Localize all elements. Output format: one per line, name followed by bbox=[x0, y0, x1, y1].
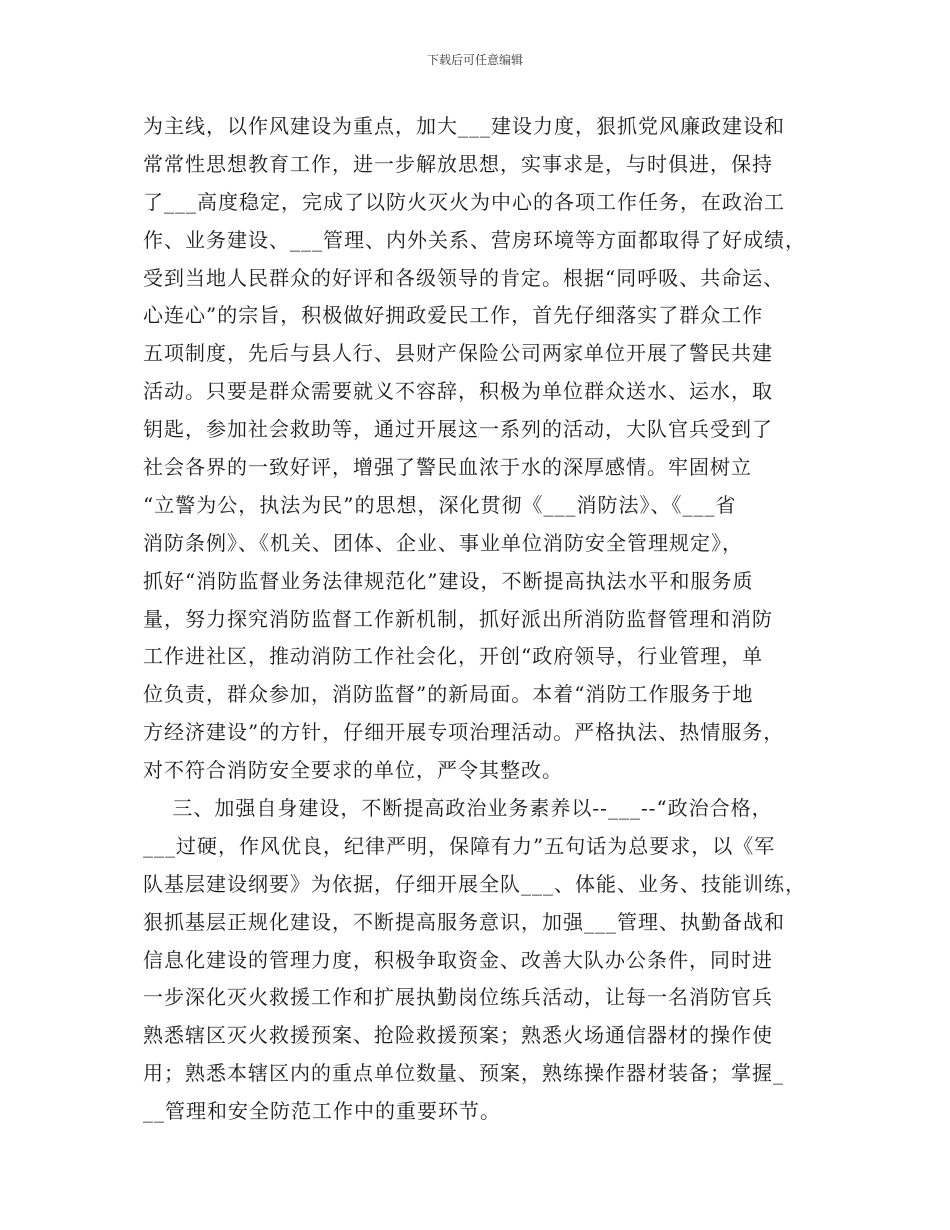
text-line: 队基层建设纲要》为依据，仔细开展全队___、体能、业务、技能训练， bbox=[143, 871, 806, 896]
text-line: 心连心”的宗旨，积极做好拥政爱民工作，首先仔细落实了群众工作 bbox=[143, 303, 764, 328]
text-line: 狠抓基层正规化建设，不断提高服务意识，加强___管理、执勤备战和 bbox=[143, 909, 785, 934]
text-line: “立警为公，执法为民”的思想，深化贯彻《___消防法》、《___省 bbox=[143, 492, 737, 517]
text-line: 社会各界的一致好评，增强了警民血浓于水的深厚感情。牢固树立 bbox=[143, 455, 752, 480]
text-line: 常常性思想教育工作，进一步解放思想，实事求是，与时俱进，保持 bbox=[143, 151, 773, 176]
text-line: 作、业务建设、___管理、内外关系、营房环境等方面都取得了好成绩， bbox=[143, 227, 806, 252]
text-line: 熟悉辖区灭火救援预案、抢险救援预案；熟悉火场通信器材的操作使 bbox=[143, 1023, 773, 1048]
text-line: 抓好“消防监督业务法律规范化”建设，不断提高执法水平和服务质 bbox=[143, 568, 754, 593]
text-line: ___过硬，作风优良，纪律严明，保障有力”五句话为总要求，以《军 bbox=[143, 833, 776, 858]
text-line: 对不符合消防安全要求的单位，严令其整改。 bbox=[143, 758, 563, 783]
text-line: 活动。只要是群众需要就义不容辞，积极为单位群众送水、运水，取 bbox=[143, 379, 773, 404]
page-header: 下载后可任意编辑 bbox=[426, 53, 523, 67]
text-line: 钥匙，参加社会救助等，通过开展这一系列的活动，大队官兵受到了 bbox=[143, 417, 773, 442]
text-line: 了___高度稳定，完成了以防火灭火为中心的各项工作任务，在政治工 bbox=[143, 189, 785, 214]
text-line: 五项制度，先后与县人行、县财产保险公司两家单位开展了警民共建 bbox=[143, 341, 773, 366]
text-line: __管理和安全防范工作中的重要环节。 bbox=[143, 1099, 501, 1124]
text-line: 方经济建设”的方针，仔细开展专项治理活动。严格执法、热情服务， bbox=[143, 720, 785, 745]
text-line: 一步深化灭火救援工作和扩展执勤岗位练兵活动，让每一名消防官兵 bbox=[143, 985, 773, 1010]
text-line: 用；熟悉本辖区内的重点单位数量、预案，熟练操作器材装备；掌握_ bbox=[143, 1061, 784, 1086]
document-body bbox=[143, 108, 823, 1131]
text-line: 量，努力探究消防监督工作新机制，抓好派出所消防监督管理和消防 bbox=[143, 606, 773, 631]
text-line: 工作进社区，推动消防工作社会化，开创“政府领导，行业管理，单 bbox=[143, 644, 764, 669]
paragraph-start-line: 三、加强自身建设，不断提高政治业务素养以--___--“政治合格， bbox=[143, 796, 773, 821]
text-line: 位负责，群众参加，消防监督”的新局面。本着“消防工作服务于地 bbox=[143, 682, 754, 707]
text-line: 消防条例》、《机关、团体、企业、事业单位消防安全管理规定》， bbox=[143, 530, 743, 555]
text-line: 信息化建设的管理力度，积极争取资金、改善大队办公条件，同时进 bbox=[143, 947, 773, 972]
text-line: 受到当地人民群众的好评和各级领导的肯定。根据“同呼吸、共命运、 bbox=[143, 265, 785, 290]
text-line: 为主线，以作风建设为重点，加大___建设力度，狠抓党风廉政建设和 bbox=[143, 114, 785, 138]
